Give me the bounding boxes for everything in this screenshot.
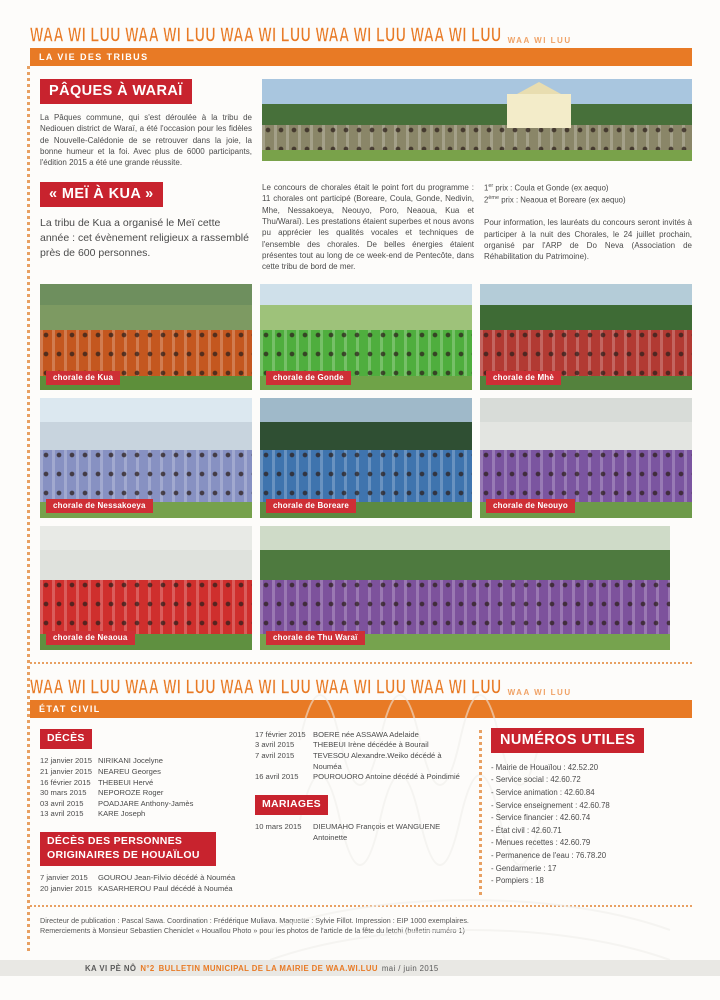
photo-chorale-neaoua	[40, 526, 252, 650]
numero-item: - Permanence de l'eau : 76.78.20	[491, 851, 607, 861]
deces-row: 16 février 2015 THEBEUI Hervé	[40, 777, 154, 787]
photo-crowd	[262, 125, 692, 150]
paques-title: PÂQUES À WARAÏ	[40, 79, 192, 104]
numero-item: - Pompiers : 18	[491, 876, 544, 886]
prix-1: 1er prix : Coula et Gonde (ex aequo)	[484, 182, 609, 193]
prix-2: 2ème prix : Neaoua et Boreare (ex aequo)	[484, 195, 626, 206]
band-label: LA VIE DES TRIBUS	[39, 52, 149, 62]
photo-grass	[262, 150, 692, 161]
deces-title: DÉCÈS	[40, 729, 92, 750]
photo-sky	[262, 79, 692, 104]
section-band-etat-civil	[30, 700, 692, 718]
band-label: ÉTAT CIVIL	[39, 703, 101, 714]
ornament-text: WAA WI LUU WAA WI LUU WAA WI LUU WAA WI LUU WAA WI LUU	[30, 677, 502, 698]
deces-row: 7 janvier 2015 GOUROU Jean-Filvio décédé à Nouméa	[40, 873, 236, 883]
photo-chorale-thu-warai	[260, 526, 670, 650]
photo-caption: chorale de Mhè	[486, 371, 561, 385]
mariages-title: MARIAGES	[255, 795, 328, 816]
left-border-ornament	[27, 66, 30, 954]
section-tribus	[40, 79, 692, 664]
chorales-paragraph: Le concours de chorales était le point fort du programme : 11 chorales ont participé (Boreare, Coula, Gonde, Nedivin, Mhe, Nessakoeya, Neouyo, Poro, Neaoua, Kua et Thu/Waraï). Les prestations étaient superbes et nous avons pu apprécier les qualités vocales et techniques de l'ensemble des chorales. De belles énergies étaient présentes tout au long de ce week-end de Pentecôte, dans cette tribu de bord de mer.	[262, 182, 474, 272]
issue-title: BULLETIN MUNICIPAL DE LA MAIRIE DE WAA.WI.LUU	[158, 963, 378, 973]
numeros-title: NUMÉROS UTILES	[491, 728, 644, 753]
ornament-suffix: WAA WI LUU	[507, 36, 572, 45]
photo-caption: chorale de Neouyo	[486, 499, 575, 513]
photo-chorale-boreare	[260, 398, 472, 518]
credits-line2: Remerciements à Monsieur Sebastien Cheniclet « Houaïlou Photo » pour les photos de l'article de la fête du letchi (bulletin numéro 1)	[40, 926, 465, 936]
numero-item: - Menues recettes : 42.60.79	[491, 838, 591, 848]
numero-item: - Gendarmerie : 17	[491, 863, 557, 873]
photo-caption: chorale de Nessakoeya	[46, 499, 153, 513]
numero-item: - État civil : 42.60.71	[491, 825, 562, 835]
photo-chorale-gonde	[260, 284, 472, 390]
photo-chorale-mhe	[480, 284, 692, 390]
masthead-ornament-2	[30, 678, 692, 698]
deces-row: 13 avril 2015 KARE Joseph	[40, 809, 146, 819]
numero-item: - Service social : 42.60.72	[491, 775, 581, 785]
deces-row: 20 janvier 2015 KASARHEROU Paul décédé à Nouméa	[40, 883, 233, 893]
issue-name: KA VI PÈ NÔ	[85, 963, 137, 973]
chorales-info: Pour information, les lauréats du concours seront invités à participer à la nuit des Chorales, le 24 juillet prochain, organisé par l'ARP de Do Neva (Association de Réhabilitation du Patrimoine).	[484, 218, 692, 262]
photo-chorale-nessakoeya	[40, 398, 252, 518]
deces-row: 30 mars 2015 NEPOROZE Roger	[40, 788, 164, 798]
photo-paques-panorama	[262, 79, 692, 161]
column-divider-ornament	[479, 730, 482, 895]
numero-item: - Service animation : 42.60.84	[491, 787, 595, 797]
numero-item: - Service enseignement : 42.60.78	[491, 800, 610, 810]
photo-trees	[262, 104, 692, 125]
deces-list	[40, 756, 252, 820]
mariage-row: 10 mars 2015 DIEUMAHO François et WANGUENE Antoinette	[255, 822, 441, 843]
section-divider	[30, 662, 692, 664]
photo-caption: chorale de Neaoua	[46, 631, 135, 645]
masthead-ornament	[30, 26, 692, 46]
issue-band	[0, 960, 720, 976]
deces-row: 3 avril 2015 THEBEUI Irène décédée à Bourail	[255, 740, 429, 750]
credits-line1: Directeur de publication : Pascal Sawa. Coordination : Frédérique Muliava. Maquette : Sylvie Fillot. Impression : EIP 1000 exemplaires.	[40, 915, 469, 925]
deces-houailou-list	[40, 873, 252, 894]
photo-chorale-kua	[40, 284, 252, 390]
church-shape	[507, 94, 571, 128]
deces-houailou-title: DÉCÈS DES PERSONNES ORIGINAIRES DE HOUAÏLOU	[40, 832, 216, 866]
numeros-list	[491, 762, 692, 888]
photo-chorale-neouyo	[480, 398, 692, 518]
photo-caption: chorale de Thu Waraï	[266, 631, 365, 645]
deces-row: 12 janvier 2015 NIRIKANI Jocelyne	[40, 756, 163, 766]
issue-number: N°2	[140, 963, 155, 973]
deces-row: 16 avril 2015 POUROUORO Antoine décédé à Poindimié	[255, 772, 460, 782]
photo-caption: chorale de Boreare	[266, 499, 356, 513]
photo-caption: chorale de Kua	[46, 371, 120, 385]
deces-list-2	[255, 730, 469, 783]
deces-row: 7 avril 2015 TEVESOU Alexandre.Weiko décédé à Nouméa	[255, 750, 442, 771]
ornament-suffix: WAA WI LUU	[507, 687, 572, 697]
numero-item: - Mairie de Houaïlou : 42.52.20	[491, 762, 599, 772]
deces-row: 21 janvier 2015 NEAREU Georges	[40, 766, 161, 776]
photo-caption: chorale de Gonde	[266, 371, 351, 385]
section-band-tribus	[30, 48, 692, 66]
ornament-text: WAA WI LUU WAA WI LUU WAA WI LUU WAA WI LUU WAA WI LUU	[30, 26, 502, 46]
mei-title: « MEÏ À KUA »	[40, 182, 163, 207]
mariages-list	[255, 822, 469, 843]
issue-date: mai / juin 2015	[381, 963, 439, 973]
deces-row: 17 février 2015 BOERE née ASSAWA Adelaide	[255, 729, 419, 739]
paques-body: La Pâques commune, qui s'est déroulée à la tribu de Nediouen district de Waraï, a été l'occasion pour les fidèles de Nouvelle-Calédonie de se retrouver dans la joie, la bonne humeur et la foi. Avec plus de 6000 participants, l'édition 2015 a été une grande réussite.	[40, 113, 252, 168]
numero-item: - Service financier : 42.60.74	[491, 813, 591, 823]
mei-body: La tribu de Kua a organisé le Meï cette année : cet évènement religieux a rassemblé près de 600 personnes.	[40, 216, 249, 260]
chorale-photo-grid	[40, 284, 692, 650]
section-divider	[30, 905, 692, 907]
section-etat-civil	[40, 728, 692, 895]
credits	[40, 916, 692, 938]
deces-row: 03 avril 2015 POADJARE Anthony-Jamès	[40, 798, 194, 808]
